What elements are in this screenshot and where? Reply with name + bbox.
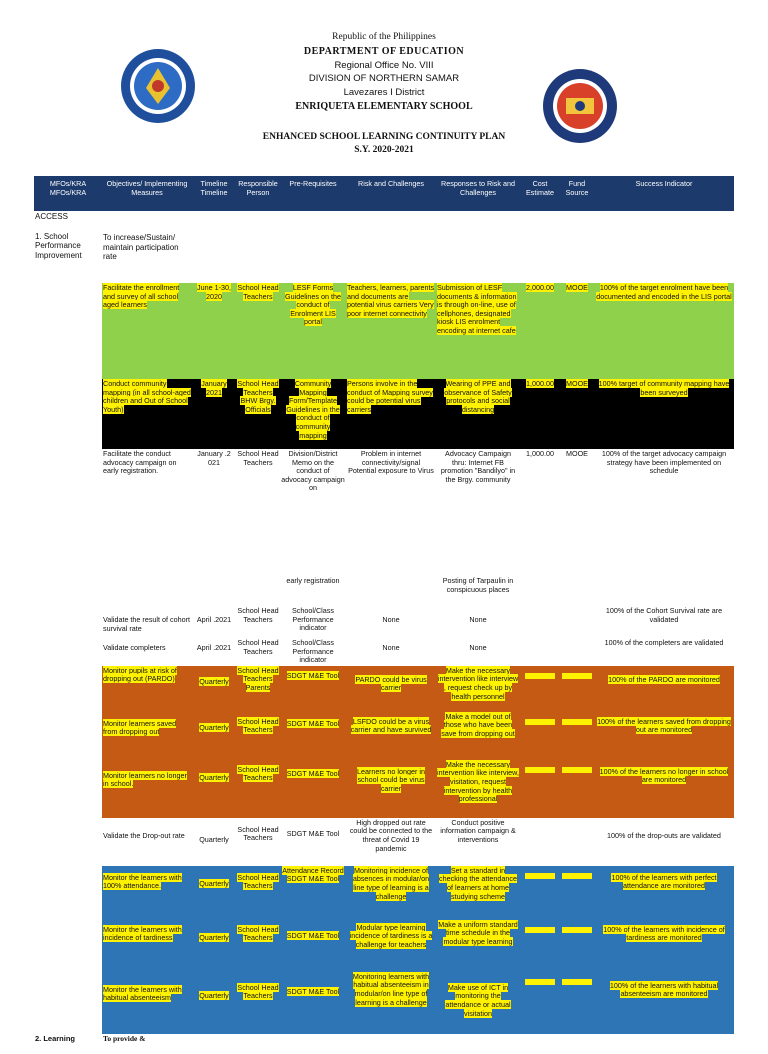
success-text: 100% target of community mapping have been surveyed	[598, 379, 730, 397]
person-text: School Head Teachers	[237, 716, 279, 735]
response-text: Advocacy Campaign thru: Internet FB promotion "Bandilyo" in the Brgy. community	[440, 449, 516, 484]
person-text: School Head Teachers	[237, 283, 279, 301]
fund-placeholder	[562, 673, 592, 679]
prereq-text: SDGT M&E Tool	[286, 930, 340, 940]
fund-text: MOOE	[566, 379, 588, 388]
risk-text: Teachers, learners, parents and documents are potential virus carriers Very poor internet connectivity	[347, 283, 435, 318]
response-text: Make the necessary intervention like interview, visitation, request intervention by health professional	[437, 759, 519, 804]
document-header	[0, 0, 768, 170]
objective-text: Facilitate the enrollment and survey of all school aged learners	[103, 283, 180, 310]
plan-table-page2	[34, 576, 734, 1054]
prereq-text: School/Class Performance indicator	[292, 606, 334, 633]
person-text: School Head Teachers BHW Brgy. Officials	[237, 379, 279, 414]
access-label: ACCESS	[35, 212, 68, 221]
person-text: School Head Teachers	[237, 449, 279, 467]
person-text: School Head Teachers	[237, 638, 279, 656]
table-row	[34, 211, 734, 283]
col-header-timeline: Timeline Timeline	[192, 176, 236, 211]
cost-placeholder	[525, 927, 555, 933]
prereq-text: Community Mapping Form/Template Guidelines in the conduct of community mapping	[286, 379, 340, 440]
fund-placeholder	[562, 767, 592, 773]
school-year: S.Y. 2020-2021	[354, 145, 414, 155]
prereq-text: SDGT M&E Tool	[286, 828, 340, 838]
response-text: Set a standard in checking the attendance of learners at home studying scheme	[439, 865, 517, 901]
fund-placeholder	[562, 873, 592, 879]
person-text: School Head Teachers Parents	[237, 665, 279, 692]
success-text: 100% of the Cohort Survival rate are validated	[605, 606, 723, 624]
table-row	[34, 638, 734, 666]
timeline-text: Quarterly	[199, 932, 229, 942]
risk-text: High dropped out rate could be connected to the threat of Covid 19 pandemic	[349, 817, 433, 853]
kra-label: 1. School Performance Improvement	[35, 231, 82, 260]
response-text: Make the necessary intervention like interview , request check up by health personnel	[437, 665, 519, 701]
prereq-text: early registration	[286, 576, 340, 585]
person-text: School Head Teachers	[237, 982, 279, 1001]
prereq-text: SDGT M&E Tool	[286, 986, 340, 996]
fund-placeholder	[562, 979, 592, 985]
col-header-objectives: Objectives/ Implementing Measures	[102, 176, 192, 211]
cost-placeholder	[525, 979, 555, 985]
success-text: 100% of the PARDO are monitored	[608, 674, 720, 684]
person-text: School Head Teachers	[237, 872, 279, 891]
school-line: ENRIQUETA ELEMENTARY SCHOOL	[295, 101, 473, 112]
risk-text: Learners no longer in school could be virus carrier	[357, 766, 425, 793]
person-text: School Head Teachers	[237, 924, 279, 943]
table-row	[34, 1034, 734, 1054]
department-line: DEPARTMENT OF EDUCATION	[303, 46, 465, 57]
success-text: 100% of the drop-outs are validated	[607, 830, 721, 840]
response-text: Wearing of PPE and observance of Safety protocols and social distancing	[444, 379, 512, 414]
timeline-text: Quarterly	[199, 772, 229, 782]
risk-text: Monitoring incidence of absences in modular/on line type of learning is a challenge	[352, 865, 430, 901]
response-text: Submission of LESF documents & information is through on-line, use of cellphones, designated kiosk LIS enrolment encoding at internet cafe	[437, 283, 517, 335]
risk-text: PARDO could be virus carrier	[355, 674, 427, 693]
success-text: 100% of the learners with perfect attendance are monitored	[611, 872, 717, 891]
timeline-text: April .2021	[196, 643, 232, 652]
table-header-row	[34, 176, 734, 211]
success-text: 100% of the completers are validated	[604, 638, 724, 647]
plan-title: ENHANCED SCHOOL LEARNING CONTINUITY PLAN	[262, 132, 506, 142]
risk-text: None	[382, 615, 400, 624]
table-row	[34, 920, 734, 972]
risk-text: Problem in internet connectivity/signal Potential exposure to Virus	[348, 449, 434, 476]
fund-placeholder	[562, 719, 592, 725]
table-row	[34, 449, 734, 503]
objective-label: To provide &	[103, 1033, 146, 1043]
success-text: 100% of the learners with incidence of tardiness are monitored	[603, 924, 725, 943]
objective-text: Monitor the learners with habitual absenteeism	[103, 984, 182, 1003]
prereq-text: School/Class Performance indicator	[292, 638, 334, 665]
person-text: School Head Teachers	[237, 824, 279, 843]
prereq-text: Division/District Memo on the conduct of advocacy campaign on	[281, 449, 345, 493]
fund-text: MOOE	[566, 449, 588, 458]
response-text: Posting of Tarpaulin in conspicuous places	[442, 576, 514, 594]
response-text: Conduct positive information campaign & interventions	[440, 817, 516, 844]
objective-text: Validate completers	[103, 643, 166, 652]
risk-text: None	[382, 643, 400, 652]
col-header-mfo: MFOs/KRA MFOs/KRA	[34, 176, 102, 211]
person-text: School Head Teachers	[237, 764, 279, 783]
objective-text: Monitor pupils at risk of dropping out (PARDO)	[103, 665, 177, 684]
table-row	[34, 712, 734, 760]
risk-text: LSFDO could be a virus carrier and have survived	[350, 716, 432, 735]
prereq-text: SDGT M&E Tool	[286, 768, 340, 778]
objective-text: Facilitate the conduct advocacy campaign on early registration.	[103, 449, 177, 476]
prereq-text: Attendance Record SDGT M&E Tool	[282, 865, 344, 884]
prereq-text: SDGT M&E Tool	[286, 718, 340, 728]
fund-text: MOOE	[566, 283, 588, 292]
col-header-responses: Responses to Risk and Challenges	[436, 176, 520, 211]
objective-text: Monitor learners saved from dropping out	[103, 718, 177, 737]
table-row	[34, 666, 734, 712]
region-line: Regional Office No. VIII	[334, 60, 434, 71]
response-text: None	[469, 643, 487, 652]
timeline-text: June 1-30, 2020	[197, 283, 231, 301]
risk-text: Persons involve in the conduct of Mapping survey could be potential virus carriers	[347, 379, 433, 414]
cost-text: 1,000.00	[526, 379, 554, 388]
person-text: School Head Teachers	[237, 606, 279, 624]
cost-placeholder	[525, 873, 555, 879]
cost-placeholder	[525, 767, 555, 773]
table-row	[34, 972, 734, 1034]
risk-text: Monitoring learners with habitual absenteeism in modular/on line type of learning is a challenge	[352, 971, 430, 1007]
success-text: 100% of the learners saved from dropping out are monitored	[597, 716, 731, 735]
timeline-text: Quarterly	[199, 834, 229, 844]
cost-text: 2,000.00	[526, 283, 554, 292]
district-line: Lavezares I District	[343, 87, 425, 98]
kra-label: 2. Learning	[35, 1033, 76, 1043]
kra-cell	[34, 211, 102, 283]
col-header-fund: Fund Source	[560, 176, 594, 211]
prereq-text: SDGT M&E Tool	[286, 670, 340, 680]
response-text: Make use of ICT in monitoring the attendance or actual visitation	[445, 982, 511, 1018]
response-text: Make a model out of those who have been save from dropping out	[441, 711, 515, 738]
timeline-text: Quarterly	[199, 722, 229, 732]
prereq-text: LESF Forms Guidelines on the conduct of Enrolment LIS portal	[285, 283, 341, 327]
table-row	[34, 379, 734, 449]
table-row	[34, 818, 734, 866]
objective-text: Monitor the learners with incidence of tardiness	[103, 924, 182, 943]
objective-cell	[102, 211, 192, 283]
cost-placeholder	[525, 719, 555, 725]
col-header-responsible: Responsible Person	[236, 176, 280, 211]
timeline-text: Quarterly	[199, 676, 229, 686]
timeline-text: January 2021	[201, 379, 227, 397]
table-row	[34, 283, 734, 379]
col-header-risk: Risk and Challenges	[346, 176, 436, 211]
col-header-cost: Cost Estimate	[520, 176, 560, 211]
objective-text: Conduct community mapping (in all school-aged children and Out of School Youth)	[103, 379, 191, 414]
table-row	[34, 576, 734, 606]
objective-text: Validate the Drop-out rate	[103, 830, 185, 840]
division-line: DIVISION OF NORTHERN SAMAR	[308, 73, 460, 84]
success-text: 100% of the learners no longer in school are monitored	[599, 766, 729, 785]
timeline-text: April .2021	[196, 615, 232, 624]
plan-table-page1	[34, 176, 734, 503]
cost-placeholder	[525, 673, 555, 679]
objective-text: Monitor the learners with 100% attendance.	[103, 872, 182, 891]
success-text: 100% of the target enrolment have been documented and encoded in the LIS portal	[596, 283, 732, 301]
objective-text: Validate the result of cohort survival rate	[103, 615, 190, 633]
objective-text: Monitor learners no longer in school.	[103, 770, 187, 789]
col-header-success: Success Indicator	[594, 176, 734, 211]
response-text: Make a uniform standard time schedule in the modular type learning	[438, 919, 518, 946]
fund-placeholder	[562, 927, 592, 933]
cost-text: 1,000.00	[526, 449, 554, 458]
table-row	[34, 760, 734, 818]
republic-line: Republic of the Philippines	[332, 32, 436, 42]
col-header-prerequisites: Pre-Requisites	[280, 176, 346, 211]
success-text: 100% of the learners with habitual absenteeism are monitored	[609, 980, 719, 999]
timeline-text: Quarterly	[199, 878, 229, 888]
table-row	[34, 606, 734, 638]
response-text: None	[469, 615, 487, 624]
objective-label: To increase/Sustain/ maintain participation rate	[103, 233, 179, 261]
page-break	[0, 508, 768, 576]
table-row	[34, 866, 734, 920]
timeline-text: Quarterly	[199, 990, 229, 1000]
timeline-text: January .2 021	[197, 449, 231, 467]
risk-text: Modular type learning incidence of tardiness is a challenge for teachers	[349, 922, 433, 949]
success-text: 100% of the target advocacy campaign strategy have been implemented on schedule	[601, 449, 727, 476]
